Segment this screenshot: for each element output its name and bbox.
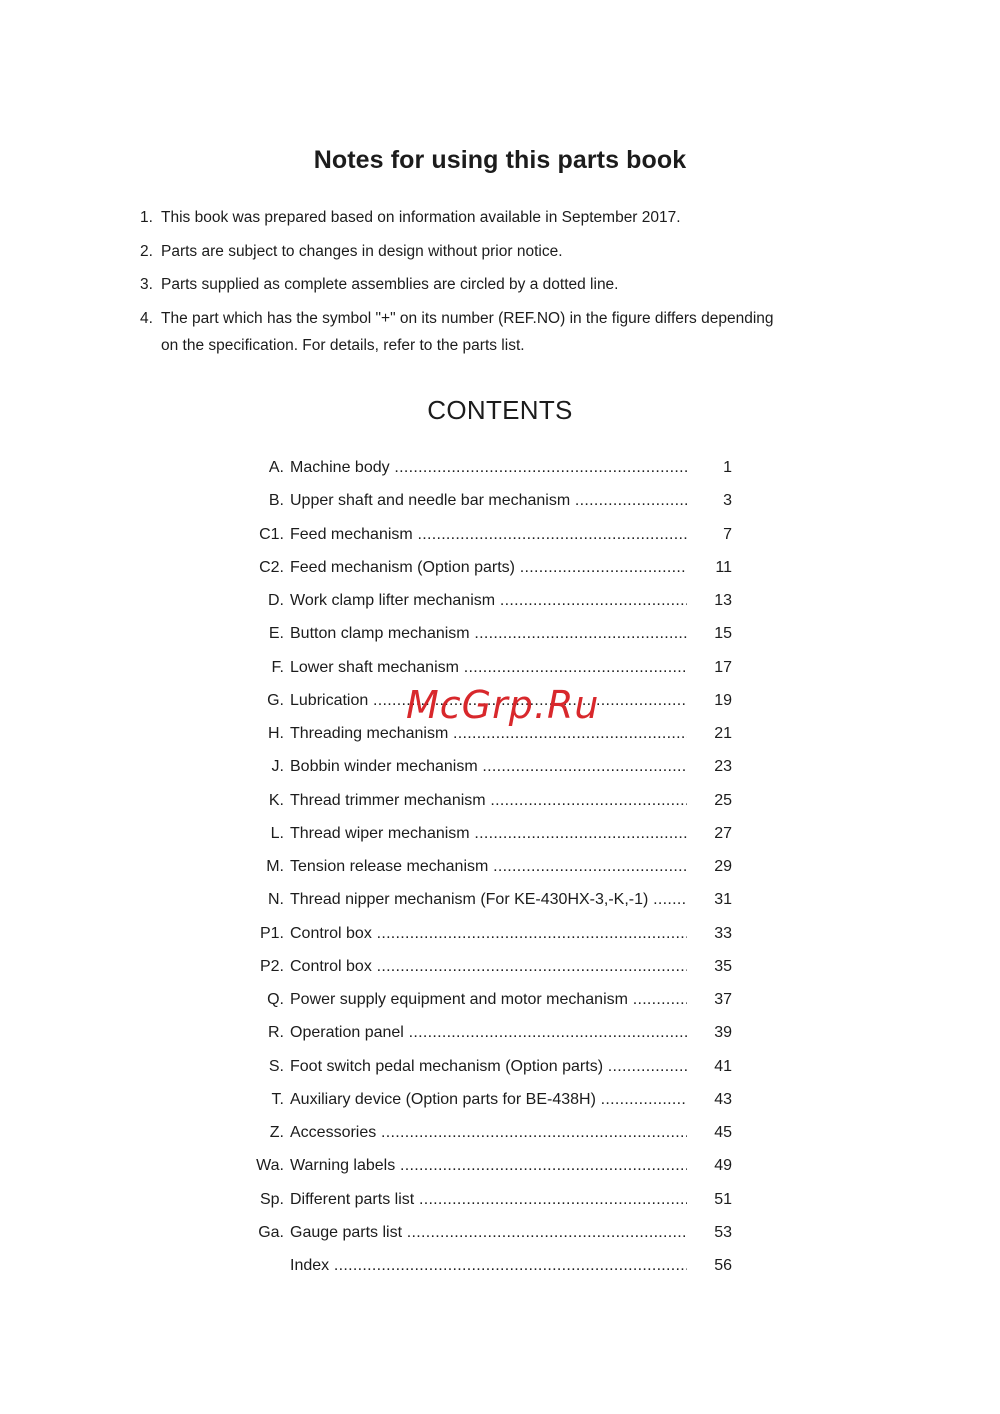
page-title: Notes for using this parts book [313, 146, 687, 174]
toc-entry[interactable] [240, 755, 740, 788]
toc-entry-prefix: Z. [269, 1124, 284, 1141]
toc-entry-title: Accessories ..... [290, 1121, 687, 1145]
toc-entry[interactable] [240, 1221, 740, 1254]
note-text: Parts are subject to changes in design without prior notice. [161, 242, 563, 260]
toc-entry-page: 31 [714, 891, 732, 909]
toc-entry-page: 21 [714, 725, 732, 742]
note-text: The part which has the symbol "+" on its number (REF.NO) in the figure differs depending on the specification. For details, refer to the parts list. [161, 309, 774, 354]
toc-entry-title: Feed mechanism ..... [290, 523, 687, 547]
toc-entry-page: 19 [714, 691, 732, 709]
toc-entry-title: Foot switch pedal mechanism (Option parts) ..... [290, 1055, 687, 1079]
toc-entry-page: 35 [714, 957, 732, 975]
notes-list [140, 204, 780, 366]
toc-entry-prefix: D. [268, 592, 284, 609]
toc-entry[interactable] [240, 789, 740, 822]
toc-entry-title: Index ..... [290, 1254, 687, 1278]
toc-entry[interactable] [240, 988, 740, 1021]
toc-entry-page: 13 [714, 592, 732, 609]
toc-entry-page: 17 [714, 658, 732, 676]
toc-entry-prefix: T. [271, 1090, 284, 1108]
toc-entry[interactable] [240, 888, 740, 921]
toc-entry-page: 39 [714, 1024, 732, 1042]
toc-entry[interactable] [240, 1055, 740, 1088]
toc-entry-prefix: J. [271, 758, 284, 776]
toc-entry-prefix: P2. [259, 957, 284, 975]
toc-entry-page: 43 [714, 1090, 732, 1108]
toc-entry-prefix: Ga. [258, 1223, 284, 1241]
toc-entry-prefix: N. [268, 891, 284, 909]
toc-entry-title: Lower shaft mechanism ..... [290, 656, 687, 680]
note-number: 4. [140, 309, 153, 327]
toc-entry-page: 41 [714, 1057, 732, 1075]
toc-entry-page: 11 [715, 558, 732, 576]
toc-entry-title: Control box ..... [290, 922, 687, 946]
toc-entry-title: Operation panel ..... [290, 1021, 687, 1045]
toc-entry-page: 56 [714, 1257, 732, 1274]
toc-entry[interactable] [240, 456, 740, 489]
note-text: This book was prepared based on information available in September 2017. [161, 209, 681, 226]
toc-entry[interactable] [240, 1121, 740, 1154]
toc-entry-page: 51 [714, 1190, 732, 1208]
toc-entry[interactable] [240, 1154, 740, 1187]
toc-entry[interactable] [240, 1254, 740, 1287]
toc-entry-page: 45 [714, 1124, 732, 1141]
toc-entry[interactable] [240, 922, 740, 955]
toc-entry-page: 29 [714, 858, 732, 875]
toc-entry-prefix: R. [268, 1024, 284, 1042]
toc-entry-prefix: A. [268, 459, 284, 476]
toc-entry-page: 33 [714, 924, 732, 942]
note-item [140, 204, 780, 232]
toc-entry[interactable] [240, 622, 740, 655]
toc-entry-title: Gauge parts list ..... [290, 1221, 687, 1245]
toc-entry-prefix: Q. [267, 991, 284, 1008]
toc-entry[interactable] [240, 489, 740, 522]
toc-entry-prefix: P1. [259, 924, 284, 942]
table-of-contents [240, 456, 740, 1287]
toc-entry-prefix: M. [266, 858, 284, 875]
note-number: 1. [140, 209, 153, 226]
toc-entry-page: 53 [714, 1223, 732, 1241]
toc-entry-title: Different parts list ..... [290, 1188, 687, 1212]
toc-entry-title: Machine body ..... [290, 456, 687, 480]
toc-entry-title: Auxiliary device (Option parts for BE-438H) ..... [290, 1088, 687, 1112]
toc-entry-page: 27 [714, 824, 732, 842]
toc-entry-page: 25 [714, 791, 732, 809]
toc-entry-title: Thread trimmer mechanism ..... [290, 789, 687, 813]
note-item [140, 305, 780, 360]
toc-entry-prefix: Wa. [256, 1157, 284, 1175]
toc-entry-title: Thread nipper mechanism (For KE-430HX-3,-K,-1) ..... [290, 888, 687, 912]
toc-entry-prefix: B. [268, 492, 284, 510]
toc-entry-prefix: H. [268, 725, 284, 742]
toc-entry-title: Power supply equipment and motor mechanism ..... [290, 988, 687, 1012]
toc-entry-prefix: F. [271, 658, 284, 676]
toc-entry-page: 15 [714, 625, 732, 643]
toc-entry-title: Lubrication ..... [290, 689, 687, 713]
note-number: 3. [140, 276, 153, 293]
toc-entry-prefix: E. [268, 625, 284, 643]
toc-entry[interactable] [240, 955, 740, 988]
toc-entry-prefix: C2. [259, 558, 284, 576]
toc-entry-title: Upper shaft and needle bar mechanism ..... [290, 489, 687, 513]
note-text: Parts supplied as complete assemblies are circled by a dotted line. [161, 276, 619, 293]
toc-entry[interactable] [240, 1088, 740, 1121]
toc-entry[interactable] [240, 1188, 740, 1221]
toc-entry-prefix: G. [267, 691, 284, 709]
toc-entry[interactable] [240, 822, 740, 855]
note-item [140, 271, 780, 299]
toc-entry[interactable] [240, 589, 740, 622]
toc-entry-title: Control box ..... [290, 955, 687, 979]
toc-entry[interactable] [240, 855, 740, 888]
toc-entry-page: 49 [714, 1157, 732, 1175]
note-number: 2. [140, 242, 153, 260]
toc-entry[interactable] [240, 523, 740, 556]
toc-entry-title: Thread wiper mechanism ..... [290, 822, 687, 846]
toc-entry-page: 37 [714, 991, 732, 1008]
toc-entry[interactable] [240, 556, 740, 589]
contents-heading: CONTENTS [427, 395, 573, 425]
toc-entry-page: 1 [723, 459, 732, 476]
toc-entry-page: 3 [723, 492, 732, 510]
toc-entry-page: 23 [714, 758, 732, 776]
toc-entry-title: Tension release mechanism ..... [290, 855, 687, 879]
toc-entry-title: Warning labels ..... [290, 1154, 687, 1178]
toc-entry-title: Button clamp mechanism ..... [290, 622, 687, 646]
watermark-logo: McGrp.Ru [406, 683, 600, 727]
toc-entry[interactable] [240, 1021, 740, 1054]
toc-entry-prefix: K. [268, 791, 284, 809]
note-item [140, 238, 780, 266]
toc-entry-title: Work clamp lifter mechanism ..... [290, 589, 687, 613]
toc-entry-title: Feed mechanism (Option parts) ..... [290, 556, 687, 580]
toc-entry-prefix: L. [270, 824, 284, 842]
toc-entry-prefix: S. [268, 1057, 284, 1075]
toc-entry-prefix: Sp. [259, 1190, 284, 1208]
toc-entry-title: Bobbin winder mechanism ..... [290, 755, 687, 779]
toc-entry-prefix: C1. [259, 525, 284, 543]
toc-entry-page: 7 [723, 525, 732, 543]
toc-entry-title: Threading mechanism ..... [290, 722, 687, 746]
